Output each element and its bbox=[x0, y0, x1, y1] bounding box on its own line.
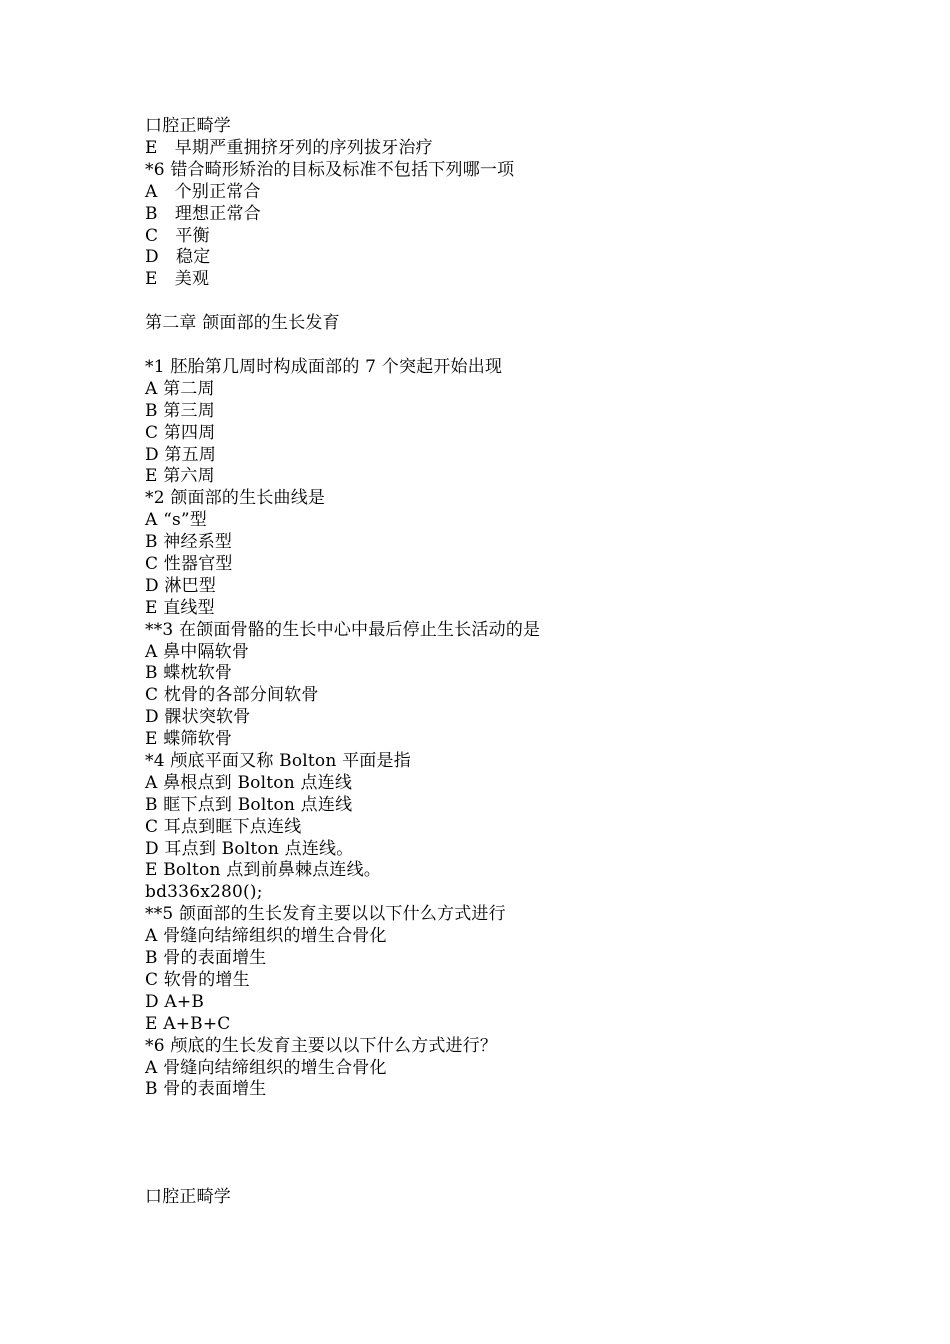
page-header bbox=[145, 116, 905, 138]
option-line: B 神经系型 bbox=[145, 532, 233, 553]
option-line: B 理想正常合 bbox=[145, 203, 261, 224]
option-line: A 骨缝向结缔组织的增生合骨化 bbox=[145, 1057, 387, 1078]
question-line: *4 颅底平面又称 Bolton 平面是指 bbox=[145, 751, 411, 772]
option-line: C 第四周 bbox=[145, 422, 216, 443]
chapter-heading bbox=[145, 313, 905, 335]
question-line: *1 胚胎第几周时构成面部的 7 个突起开始出现 bbox=[145, 357, 503, 377]
script-artifact-line: bd336x280(); bbox=[145, 882, 263, 903]
page-footer bbox=[145, 1187, 905, 1209]
option-line: E Bolton 点到前鼻棘点连线。 bbox=[145, 860, 381, 881]
option-line: E 第六周 bbox=[145, 466, 215, 487]
option-line: C 耳点到眶下点连线 bbox=[145, 816, 302, 837]
option-line: D 耳点到 Bolton 点连线。 bbox=[145, 838, 354, 859]
page-header-text: 口腔正畸学 bbox=[145, 116, 231, 136]
option-line: B 眶下点到 Bolton 点连线 bbox=[145, 794, 353, 815]
page-footer-text: 口腔正畸学 bbox=[145, 1187, 231, 1207]
option-line: C 软骨的增生 bbox=[145, 969, 250, 990]
question-line: **3 在颌面骨骼的生长中心中最后停止生长活动的是 bbox=[145, 619, 541, 640]
option-line: A “s”型 bbox=[145, 510, 207, 531]
question-line: *6 错合畸形矫治的目标及标准不包括下列哪一项 bbox=[145, 159, 515, 180]
option-line: E 直线型 bbox=[145, 597, 215, 618]
chapter-question-block bbox=[145, 357, 905, 1101]
option-line: C 枕骨的各部分间软骨 bbox=[145, 685, 319, 706]
text-line: E 早期严重拥挤牙列的序列拔牙治疗 bbox=[145, 138, 433, 158]
top-question-block bbox=[145, 138, 905, 291]
question-line: **5 颌面部的生长发育主要以以下什么方式进行 bbox=[145, 904, 506, 925]
question-line: *6 颅底的生长发育主要以以下什么方式进行？ bbox=[145, 1035, 498, 1056]
option-line: B 第三周 bbox=[145, 400, 215, 421]
option-line: A 鼻根点到 Bolton 点连线 bbox=[145, 772, 353, 793]
question-line: *2 颌面部的生长曲线是 bbox=[145, 488, 326, 509]
option-line: D A+B bbox=[145, 991, 205, 1012]
option-line: B 蝶枕软骨 bbox=[145, 663, 233, 684]
option-line: C 平衡 bbox=[145, 225, 210, 246]
option-line: B 骨的表面增生 bbox=[145, 1079, 267, 1100]
option-line: A 第二周 bbox=[145, 378, 215, 399]
option-line: E 蝶筛软骨 bbox=[145, 729, 233, 750]
chapter-title: 第二章 颌面部的生长发育 bbox=[145, 313, 340, 333]
option-line: E A+B+C bbox=[145, 1013, 231, 1034]
option-line: B 骨的表面增生 bbox=[145, 948, 267, 969]
option-line: A 鼻中隔软骨 bbox=[145, 641, 250, 662]
option-line: A 骨缝向结缔组织的增生合骨化 bbox=[145, 926, 387, 947]
option-line: D 稳定 bbox=[145, 247, 211, 268]
option-line: D 第五周 bbox=[145, 444, 217, 465]
option-line: A 个别正常合 bbox=[145, 181, 261, 202]
option-line: D 淋巴型 bbox=[145, 575, 217, 596]
option-line: E 美观 bbox=[145, 269, 210, 290]
option-line: C 性器官型 bbox=[145, 554, 233, 575]
option-line: D 髁状突软骨 bbox=[145, 707, 251, 728]
